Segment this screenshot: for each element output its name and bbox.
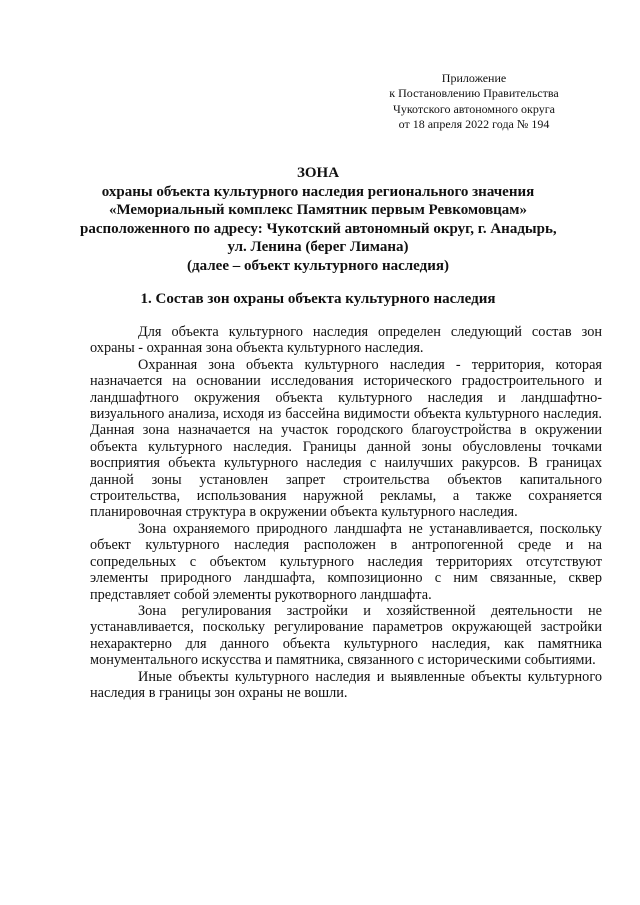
body-text [90,324,602,701]
title-line-2: охраны объекта культурного наследия регионального значения [101,183,535,200]
section-heading: 1. Состав зон охраны объекта культурного наследия [140,291,496,307]
title-zone: ЗОНА [296,165,340,181]
document-title [80,164,556,276]
title-line-3: «Мемориальный комплекс Памятник первым Ревкомовцам» [108,202,528,219]
paragraph-2: Охранная зона объекта культурного наследия - территория, которая назначается на основании исследования исторического градостроительного и ландшафтного окружения объекта культурного наследия и ландшафтно-визуального анализа, исходя из бассейна видимости объекта культурного наследия. Данная зона назначается на участок городского благоустройства в окружении объекта культурного наследия. Границы данной зоны обусловлены точками восприятия объекта культурного наследия с наилучших ракурсов. В границах данной зоны установлен запрет строительства объектов капитального строительства, использования наружной рекламы, а также сохраняется планировочная структура в окружении объекта культурного наследия. [90,356,602,521]
paragraph-3: Зона охраняемого природного ландшафта не устанавливается, поскольку объект культурного наследия расположен в антропогенной среде и на сопредельных с объектом культурного наследия территориях отсутствуют элементы природного ландшафта, композиционно с ним связанные, сквер представляет собой элементы рукотворного ландшафта. [90,520,602,603]
appendix-note [360,71,588,132]
paragraph-4: Зона регулирования застройки и хозяйственной деятельности не устанавливается, поскольку регулирование параметров окружающей застройки нехарактерно для данного объекта культурного наследия, как памятника монументального искусства и памятника, связанного с историческими событиями. [90,602,602,669]
appendix-resolution: к Постановлению Правительства [389,86,559,101]
appendix-region: Чукотского автономного округа [393,101,555,116]
title-line-6: (далее – объект культурного наследия) [187,257,449,274]
appendix-label: Приложение [441,71,507,85]
appendix-date-number: от 18 апреля 2022 года № 194 [398,116,550,131]
title-line-5: ул. Ленина (берег Лимана) [227,239,409,256]
title-line-4: расположенного по адресу: Чукотский автономный округ, г. Анадырь, [80,220,557,237]
paragraph-5: Иные объекты культурного наследия и выявленные объекты культурного наследия в границы зон охраны не вошли. [90,668,602,701]
paragraph-1: Для объекта культурного наследия определен следующий состав зон охраны - охранная зона объекта культурного наследия. [90,324,602,357]
